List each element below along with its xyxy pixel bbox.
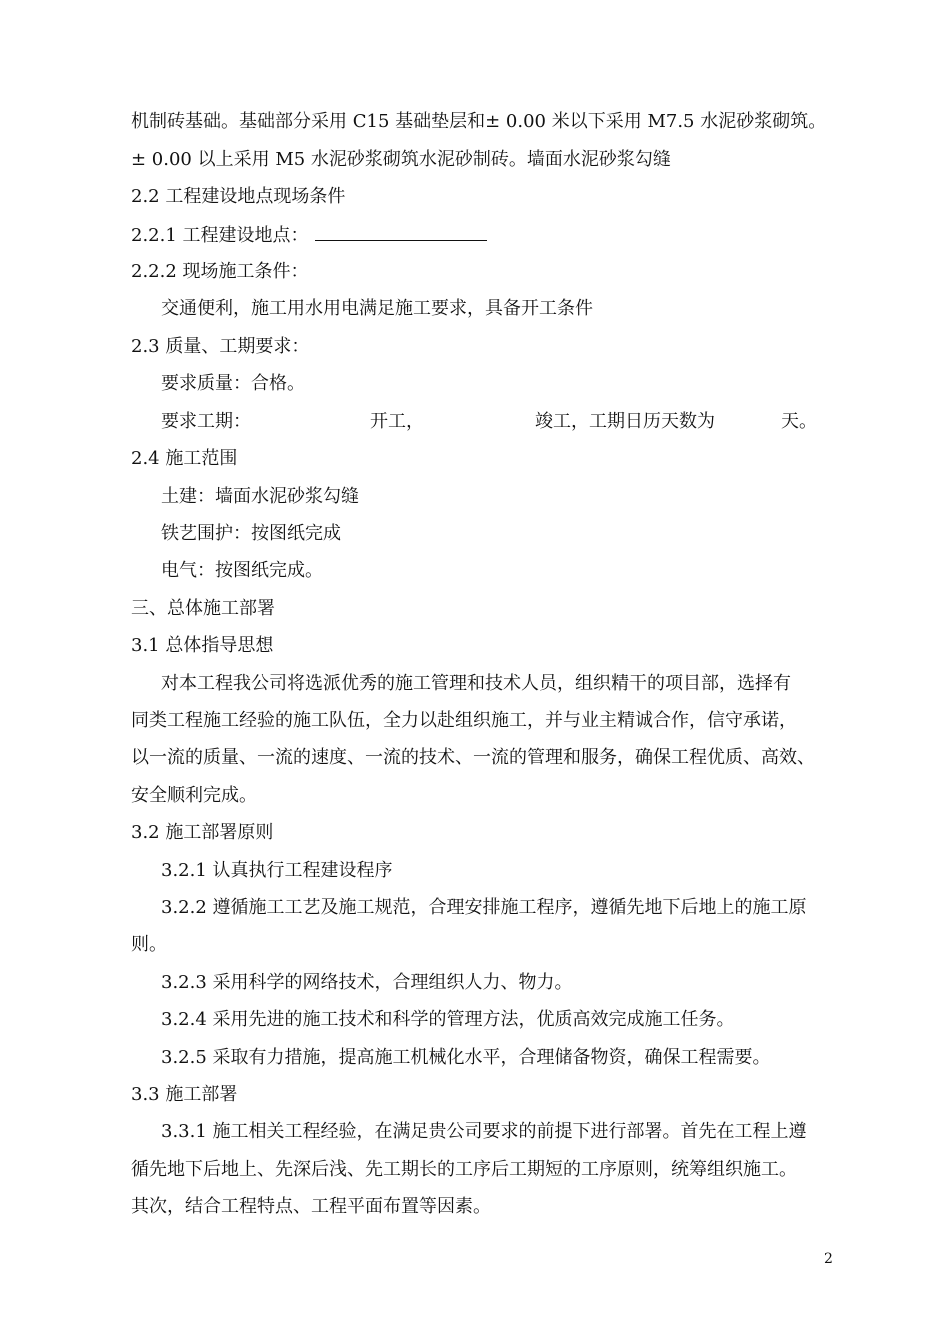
paragraph-line: 机制砖基础。基础部分采用 C15 基础垫层和± 0.00 米以下采用 M7.5 水泥砂浆砌筑。: [131, 111, 827, 132]
section-heading: 3.1 总体指导思想: [131, 635, 274, 656]
principle-item: 3.2.1 认真执行工程建设程序: [161, 860, 393, 881]
location-label: 2.2.1 工程建设地点：: [131, 225, 309, 246]
paragraph-line: 对本工程我公司将选派优秀的施工管理和技术人员，组织精干的项目部，选择有: [161, 673, 791, 694]
paragraph-line: 循先地下后地上、先深后浅、先工期长的工序后工期短的工序原则，统筹组织施工。: [131, 1159, 797, 1180]
paragraph-line: 以一流的质量、一流的速度、一流的技术、一流的管理和服务，确保工程优质、高效、: [131, 747, 815, 768]
location-line: [131, 223, 487, 248]
chapter-heading: 三、总体施工部署: [131, 598, 275, 619]
section-heading: 3.2 施工部署原则: [131, 822, 274, 843]
paragraph-line: 安全顺利完成。: [131, 785, 257, 806]
section-heading: 3.3 施工部署: [131, 1084, 238, 1105]
scope-item: 铁艺围护：按图纸完成: [161, 523, 341, 544]
subsection-heading: 2.2.2 现场施工条件：: [131, 261, 309, 282]
section-heading: 2.2 工程建设地点现场条件: [131, 186, 346, 207]
start-label: 开工，: [370, 411, 424, 432]
paragraph-line: 3.3.1 施工相关工程经验，在满足贵公司要求的前提下进行部署。首先在工程上遵: [161, 1121, 807, 1142]
finish-label: 竣工，工期日历天数为: [535, 411, 715, 432]
principle-item: 3.2.5 采取有力措施，提高施工机械化水平，合理储备物资，确保工程需要。: [161, 1047, 771, 1068]
days-label: 天。: [781, 411, 817, 432]
scope-item: 电气：按图纸完成。: [161, 560, 323, 581]
location-blank-field: [315, 223, 487, 241]
page-number: 2: [824, 1251, 833, 1267]
paragraph-line: 其次，结合工程特点、工程平面布置等因素。: [131, 1196, 491, 1217]
section-heading: 2.3 质量、工期要求：: [131, 336, 310, 357]
schedule-line: [161, 410, 841, 434]
paragraph-line: 则。: [131, 934, 167, 955]
principle-item: 3.2.2 遵循施工工艺及施工规范，合理安排施工程序，遵循先地下后地上的施工原: [161, 897, 807, 918]
paragraph-line: ± 0.00 以上采用 M5 水泥砂浆砌筑水泥砂制砖。墙面水泥砂浆勾缝: [131, 149, 671, 170]
schedule-label: 要求工期：: [161, 411, 251, 432]
quality-line: 要求质量：合格。: [161, 373, 305, 394]
section-heading: 2.4 施工范围: [131, 448, 238, 469]
paragraph-line: 同类工程施工经验的施工队伍，全力以赴组织施工，并与业主精诚合作，信守承诺，: [131, 710, 797, 731]
principle-item: 3.2.3 采用科学的网络技术，合理组织人力、物力。: [161, 972, 573, 993]
paragraph-line: 交通便利，施工用水用电满足施工要求，具备开工条件: [161, 298, 593, 319]
scope-item: 土建：墙面水泥砂浆勾缝: [161, 486, 359, 507]
principle-item: 3.2.4 采用先进的施工技术和科学的管理方法，优质高效完成施工任务。: [161, 1009, 735, 1030]
